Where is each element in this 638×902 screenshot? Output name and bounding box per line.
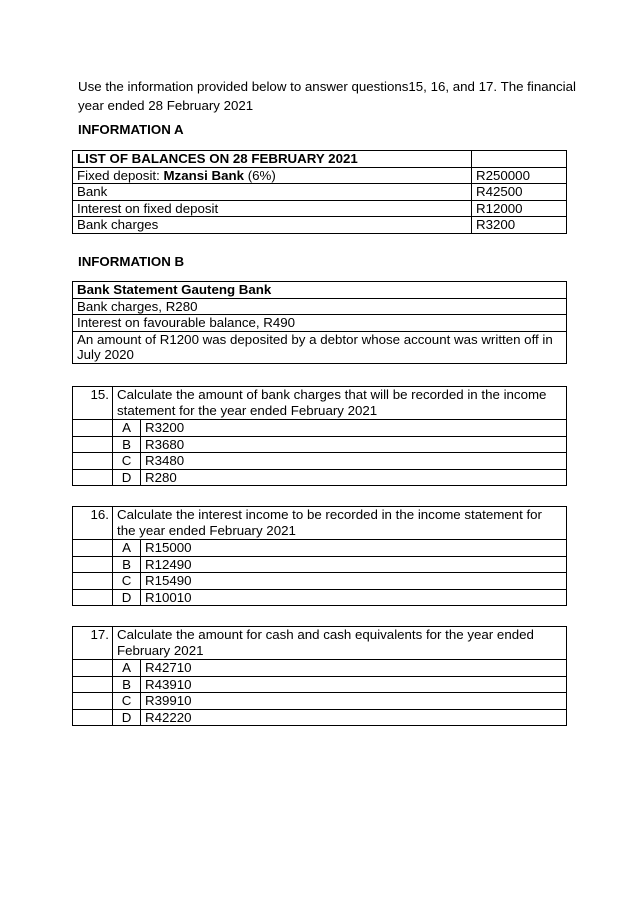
option-letter: C (113, 693, 141, 710)
question-number: 17. (73, 627, 113, 660)
information-a-heading: INFORMATION A (78, 122, 184, 137)
option-row[interactable] (73, 453, 567, 470)
option-letter: D (113, 589, 141, 606)
option-value: R3480 (141, 453, 567, 470)
option-row[interactable] (73, 573, 567, 590)
balance-value: R12000 (472, 200, 567, 217)
option-letter: A (113, 660, 141, 677)
option-letter: B (113, 556, 141, 573)
option-letter: D (113, 709, 141, 726)
balance-label: Interest on fixed deposit (73, 200, 472, 217)
question-text: Calculate the interest income to be recorded in the income statement for the year ended February 2021 (113, 507, 567, 540)
option-value: R280 (141, 469, 567, 486)
statement-entry: An amount of R1200 was deposited by a debtor whose account was written off in July 2020 (73, 331, 567, 363)
table-row (73, 298, 567, 315)
option-value: R39910 (141, 693, 567, 710)
option-value: R3680 (141, 436, 567, 453)
option-row[interactable] (73, 660, 567, 677)
table-row (73, 200, 567, 217)
balances-table-title: LIST OF BALANCES ON 28 FEBRUARY 2021 (73, 151, 472, 168)
option-value: R15000 (141, 540, 567, 557)
table-row (73, 282, 567, 299)
option-row[interactable] (73, 709, 567, 726)
table-row (73, 217, 567, 234)
option-value: R42710 (141, 660, 567, 677)
option-row[interactable] (73, 420, 567, 437)
table-row (73, 627, 567, 660)
balance-label: Bank charges (73, 217, 472, 234)
balance-label: Fixed deposit: Mzansi Bank (6%) (73, 167, 472, 184)
statement-entry: Interest on favourable balance, R490 (73, 315, 567, 332)
table-row (73, 387, 567, 420)
option-letter: A (113, 540, 141, 557)
option-row[interactable] (73, 436, 567, 453)
table-row (73, 151, 567, 168)
option-letter: C (113, 573, 141, 590)
information-b-heading: INFORMATION B (78, 254, 185, 269)
bank-statement-table (72, 281, 567, 364)
question-number: 15. (73, 387, 113, 420)
balance-value: R42500 (472, 184, 567, 201)
balance-label: Bank (73, 184, 472, 201)
table-row (73, 315, 567, 332)
question-15-table (72, 386, 567, 486)
option-letter: B (113, 676, 141, 693)
statement-entry: Bank charges, R280 (73, 298, 567, 315)
option-row[interactable] (73, 693, 567, 710)
question-text: Calculate the amount of bank charges that will be recorded in the income statement for the year ended February 2021 (113, 387, 567, 420)
table-row (73, 167, 567, 184)
question-number: 16. (73, 507, 113, 540)
option-value: R42220 (141, 709, 567, 726)
option-letter: A (113, 420, 141, 437)
option-row[interactable] (73, 556, 567, 573)
option-value: R10010 (141, 589, 567, 606)
option-row[interactable] (73, 540, 567, 557)
option-row[interactable] (73, 676, 567, 693)
option-value: R15490 (141, 573, 567, 590)
option-row[interactable] (73, 589, 567, 606)
intro-paragraph: Use the information provided below to answer questions15, 16, and 17. The financial year ended 28 February 2021 (78, 79, 576, 113)
balance-value: R250000 (472, 167, 567, 184)
option-letter: B (113, 436, 141, 453)
option-value: R43910 (141, 676, 567, 693)
table-row (73, 331, 567, 363)
table-row (73, 184, 567, 201)
empty-cell (472, 151, 567, 168)
question-text: Calculate the amount for cash and cash equivalents for the year ended February 2021 (113, 627, 567, 660)
question-17-table (72, 626, 567, 726)
option-value: R12490 (141, 556, 567, 573)
option-letter: D (113, 469, 141, 486)
balances-table (72, 150, 567, 234)
question-16-table (72, 506, 567, 606)
bank-statement-title: Bank Statement Gauteng Bank (73, 282, 567, 299)
option-letter: C (113, 453, 141, 470)
table-row (73, 507, 567, 540)
option-value: R3200 (141, 420, 567, 437)
option-row[interactable] (73, 469, 567, 486)
balance-value: R3200 (472, 217, 567, 234)
